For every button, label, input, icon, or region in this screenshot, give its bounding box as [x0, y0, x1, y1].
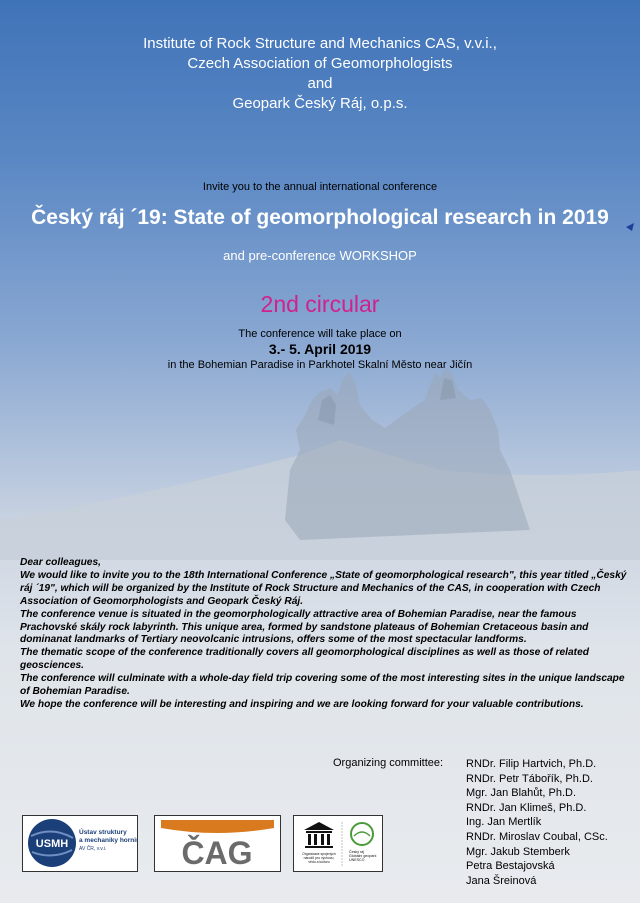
letter-paragraph: We hope the conference will be interesting and inspiring and we are looking forward for your valuable contributions.	[20, 698, 584, 710]
usmh-abbr: USMH	[35, 838, 69, 850]
organizer-line-4: Geopark Český Ráj, o.p.s.	[232, 95, 408, 112]
circular-heading: 2nd circular	[260, 291, 380, 317]
unesco-text-3: vědu a kulturu	[308, 860, 330, 864]
usmh-logo	[22, 815, 138, 872]
committee-member: Petra Bestajovská	[466, 860, 555, 873]
committee-member: Mgr. Jan Blahůt, Ph.D.	[466, 787, 577, 800]
letter-paragraph: The conference will culminate with a whole-day field trip covering some of the most interesting sites in the unique landscape of Bohemian Paradise.	[20, 673, 625, 698]
geopark-text-2: Globální geopark	[349, 854, 377, 858]
venue-intro: The conference will take place on	[238, 328, 402, 340]
committee-label: Organizing committee:	[333, 757, 444, 769]
organizer-line-3: and	[307, 75, 333, 92]
letter-paragraph: We would like to invite you to the 18th International Conference „State of geomorphological research", this year titled „Český ráj ´19", which will be organized by the Institute of Rock Structure and Mechanics of the CAS, in cooperation with Czech Association of Geomorphologists and Geopark Český Ráj.	[20, 569, 627, 607]
unesco-temple-icon	[294, 816, 382, 871]
geopark-text-1: Český ráj	[349, 850, 364, 854]
cag-text: ČAG	[181, 835, 253, 871]
committee-member: RNDr. Filip Hartvich, Ph.D.	[466, 758, 597, 770]
invite-line: Invite you to the annual international conference	[202, 181, 438, 193]
conference-date: 3.- 5. April 2019	[268, 341, 372, 357]
committee-member: Ing. Jan Mertlík	[466, 816, 542, 829]
committee-member: Mgr. Jakub Stemberk	[466, 845, 570, 858]
usmh-line3: AV ČR, v.v.i.	[79, 846, 107, 852]
conference-title: Český ráj ´19: State of geomorphological research in 2019	[31, 206, 609, 229]
geopark-text-3: UNESCO	[349, 858, 365, 862]
committee-list	[466, 757, 608, 888]
committee-member: RNDr. Jan Klimeš, Ph.D.	[466, 801, 587, 814]
letter-paragraph: The thematic scope of the conference traditionally covers all geomorphological disciplines as well as those of related geosciences.	[20, 647, 589, 672]
organizer-line-1: Institute of Rock Structure and Mechanics CAS, v.v.i.,	[143, 35, 497, 52]
unesco-text-1: Organizace spojených	[302, 852, 336, 856]
organizer-line-2: Czech Association of Geomorphologists	[187, 55, 453, 72]
committee-member: Jana Šreinová	[466, 874, 537, 887]
cag-logo	[154, 815, 281, 872]
usmh-line1: Ústav struktury	[79, 829, 127, 836]
committee-member: RNDr. Petr Tábořík, Ph.D.	[466, 772, 593, 785]
committee-member: RNDr. Miroslav Coubal, CSc.	[466, 830, 608, 843]
venue-place: in the Bohemian Paradise in Parkhotel Skalní Město near Jičín	[167, 359, 473, 371]
unesco-geopark-logo	[293, 815, 383, 872]
letter-paragraph: The conference venue is situated in the geomorphologically attractive area of Bohemian Paradise, near the famous Prachovské skály rock labyrinth. This unique area, formed by sandstone plateaus of Bohemian Cretaceous basin and dominanat landmarks of Tertiary neovolcanic intrusions, offers some of the most spectacular landforms.	[20, 608, 589, 646]
cag-mark-icon	[155, 816, 280, 871]
usmh-line2: a mechaniky hornin	[79, 837, 137, 844]
usmh-globe-icon	[23, 816, 137, 871]
letter-paragraph: Dear colleagues,	[20, 557, 101, 568]
invitation-letter	[20, 557, 632, 712]
unesco-text-2: národů pro výchovu,	[303, 856, 335, 860]
workshop-line: and pre-conference WORKSHOP	[223, 248, 417, 263]
